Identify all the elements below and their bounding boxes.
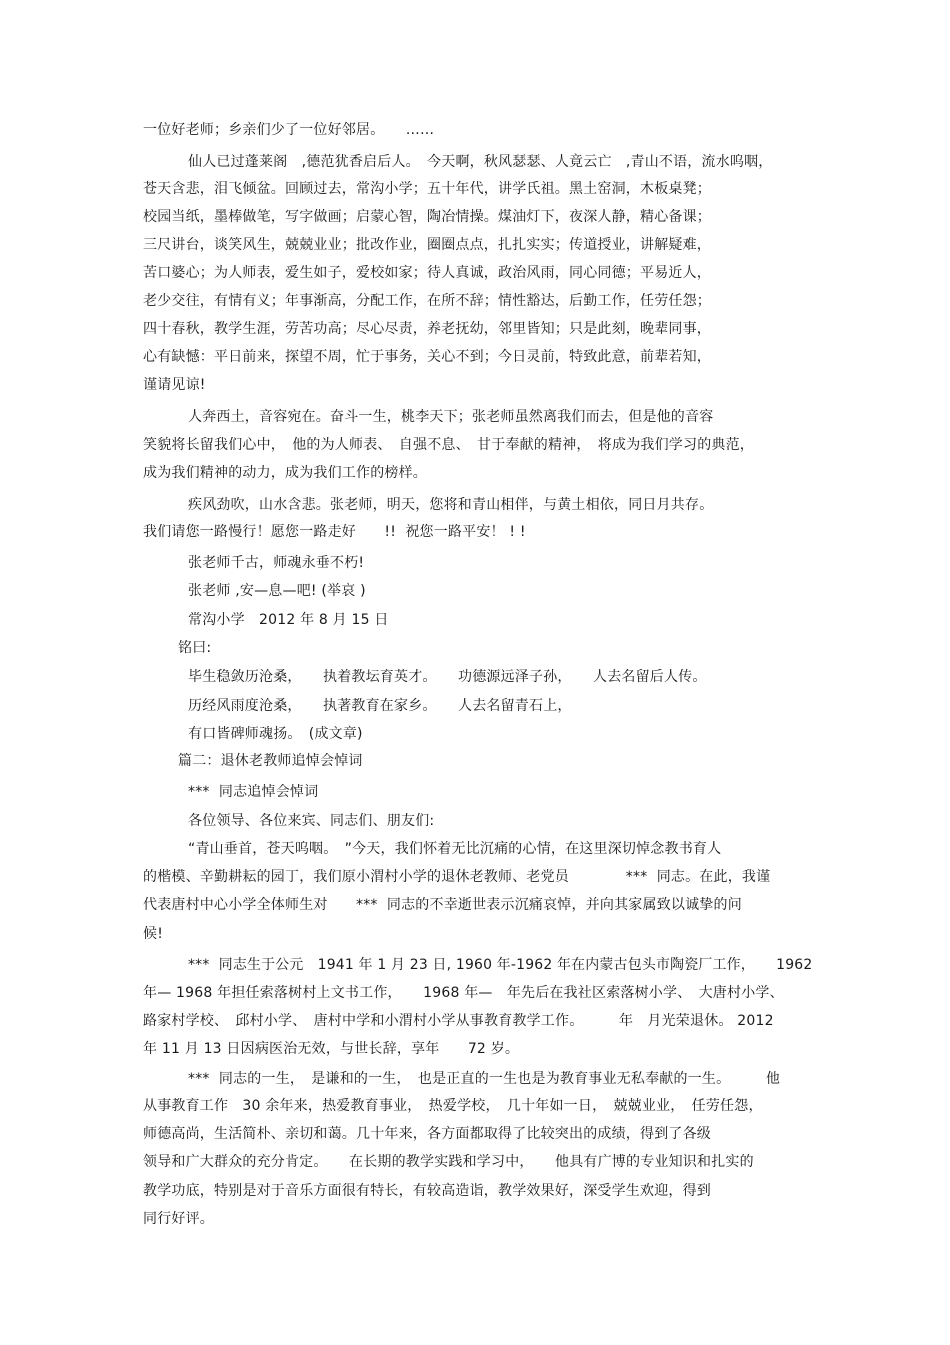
text-line: 我们请您一路慢行！愿您一路走好 !! 祝您一路平安！ ! !	[143, 524, 526, 540]
text-line: 同行好评。	[143, 1211, 214, 1227]
text-line: 苦口婆心；为人师表，爱生如子，爱校如家；待人真诚，政治风雨，同心同德；平易近人，	[143, 265, 711, 281]
text-line: 候!	[143, 926, 164, 942]
text-line: 有口皆碑师魂扬。 (成文章)	[188, 726, 363, 742]
text-line: 三尺讲台，谈笑风生，兢兢业业；批改作业，圈圈点点，扎扎实实；传道授业，讲解疑难，	[143, 237, 711, 253]
text-line: 张老师 ,安—息—吧! (举哀 )	[188, 583, 366, 599]
text-line: 四十春秋，教学生涯，劳苦功高；尽心尽责，养老抚幼，邻里皆知；只是此刻，晚辈同事，	[143, 321, 711, 337]
text-line: 成为我们精神的动力，成为我们工作的榜样。	[143, 465, 427, 481]
text-line: 历经风雨度沧桑， 执著教育在家乡。 人去名留青石上，	[188, 698, 572, 714]
text-line: 篇二：退休老教师追悼会悼词	[178, 753, 363, 769]
text-line: 心有缺憾：平日前来，探望不周，忙于事务，关心不到；今日灵前，特致此意，前辈若知，	[143, 349, 711, 365]
text-line: 常沟小学 2012 年 8 月 15 日	[188, 612, 389, 628]
text-line: 教学功底，特别是对于音乐方面很有特长，有较高造诣，教学效果好，深受学生欢迎，得到	[143, 1183, 711, 1199]
text-line: 毕生稳敛历沧桑， 执着教坛育英才。 功德源远泽子孙， 人去名留后人传。	[188, 669, 707, 685]
text-line: 张老师千古，师魂永垂不朽!	[188, 555, 365, 571]
text-line: 代表唐村中心小学全体师生对 *** 同志的不幸逝世表示沉痛哀悼，并向其家属致以诚挚的问	[143, 897, 742, 913]
text-line: *** 同志生于公元 1941 年 1 月 23 日, 1960 年-1962 年在内蒙古包头市陶瓷厂工作， 1962	[188, 957, 813, 973]
text-line: 老少交往，有情有义；年事渐高，分配工作，在所不辞；情性豁达，后勤工作，任劳任怨；	[143, 293, 711, 309]
text-line: 师德高尚，生活简朴、亲切和蔼。几十年来，各方面都取得了比较突出的成绩，得到了各级	[143, 1126, 711, 1142]
text-line: 谨请见谅!	[143, 377, 206, 393]
text-line: “青山垂首，苍天呜咽。 ”今天，我们怀着无比沉痛的心情，在这里深切悼念教书育人	[188, 841, 722, 857]
text-line: *** 同志追悼会悼词	[188, 784, 319, 800]
text-line: *** 同志的一生， 是谦和的一生， 也是正直的一生也是为教育事业无私奉献的一生。 他	[188, 1071, 781, 1087]
text-line: 从事教育工作 30 余年来，热爱教育事业， 热爱学校， 几十年如一日， 兢兢业业， 任劳任怨，	[143, 1098, 763, 1114]
text-line: 铭曰:	[178, 640, 212, 656]
text-line: 年— 1968 年担任索落树村上文书工作， 1968 年— 年先后在我社区索落树小学、 大唐村小学、	[143, 985, 784, 1001]
text-line: 疾风劲吹，山水含悲。张老师，明天，您将和青山相伴，与黄土相依，同日月共存。	[188, 497, 714, 513]
text-line: 路家村学校、 邱村小学、 唐村中学和小渭村小学从事教育教学工作。 年 月光荣退休。 2012	[143, 1013, 774, 1029]
text-line: 年 11 月 13 日因病医治无效，与世长辞，享年 72 岁。	[143, 1041, 520, 1057]
text-line: 笑貌将长留我们心中， 他的为人师表、 自强不息、 甘于奉献的精神， 将成为我们学习的典范，	[143, 437, 754, 453]
text-line: 校园当纸，墨棒做笔，写字做画；启蒙心智，陶冶情操。煤油灯下，夜深人静，精心备课；	[143, 209, 711, 225]
text-line: 一位好老师；乡亲们少了一位好邻居。 ……	[143, 122, 435, 138]
text-line: 人奔西土，音容宛在。奋斗一生，桃李天下；张老师虽然离我们而去，但是他的音容	[188, 409, 714, 425]
text-line: 苍天含悲，泪飞倾盆。回顾过去，常沟小学；五十年代，讲学氏祖。黑土窑洞，木板桌凳；	[143, 181, 711, 197]
text-line: 各位领导、各位来宾、同志们、朋友们:	[188, 813, 435, 829]
text-line: 领导和广大群众的充分肯定。 在长期的教学实践和学习中， 他具有广博的专业知识和扎实的	[143, 1154, 754, 1170]
text-line: 仙人已过蓬莱阁 ,德范犹香启后人。 今天啊，秋风瑟瑟、人竟云亡 ,青山不语，流水呜咽，	[188, 154, 773, 170]
text-line: 的楷模、辛勤耕耘的园丁，我们原小渭村小学的退休老教师、老党员 *** 同志。在此，我谨	[143, 869, 771, 885]
